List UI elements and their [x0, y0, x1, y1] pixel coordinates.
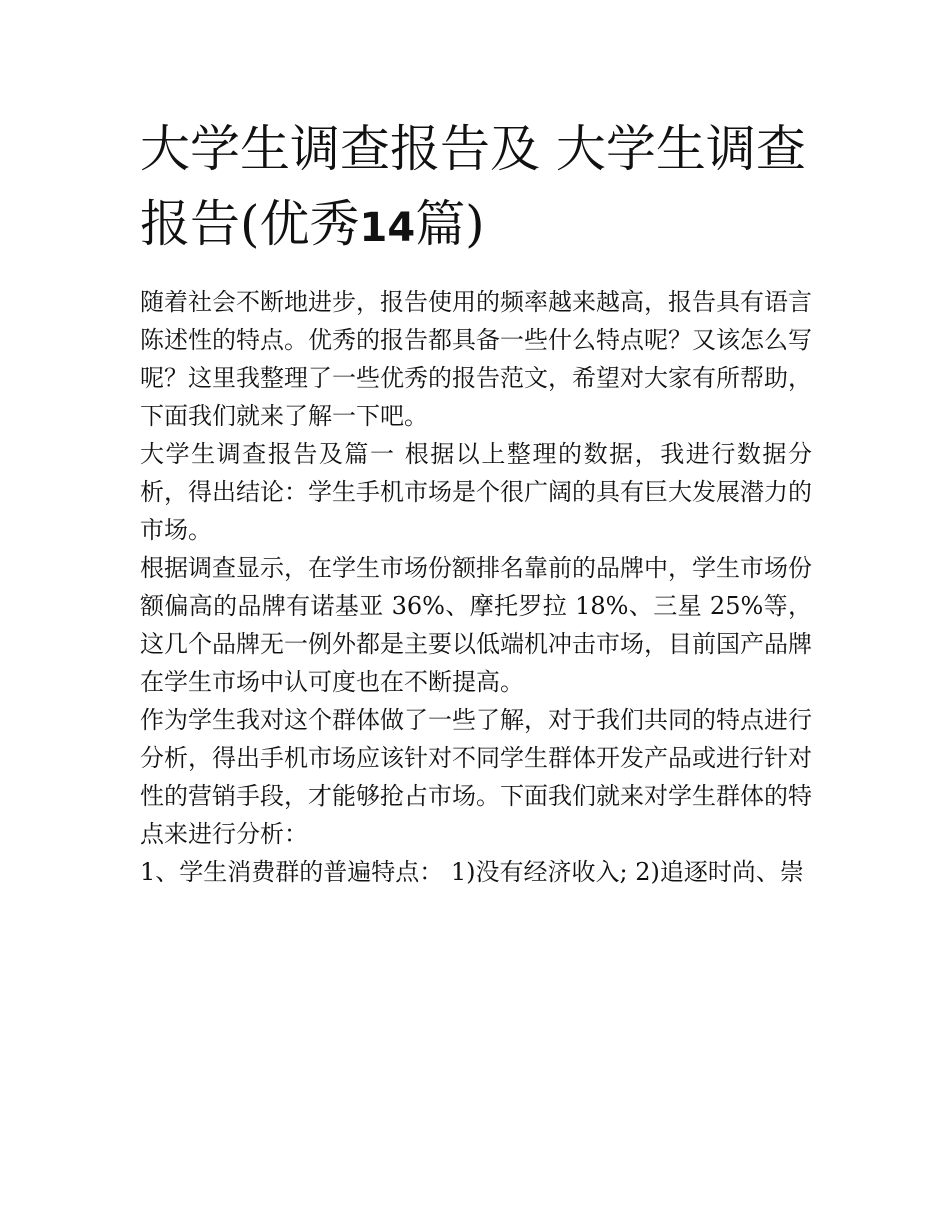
- title-text-part1: 大学生调查报告及 大学生调查报告(优秀: [140, 120, 806, 253]
- title-text-part2: 篇): [415, 195, 485, 253]
- analysis-paragraph: 作为学生我对这个群体做了一些了解，对于我们共同的特点进行分析，得出手机市场应该针对不同学生群体开发产品或进行针对性的营销手段，才能够抢占市场。下面我们就来对学生群体的特点来进行分析：: [140, 706, 812, 848]
- market-share-paragraph: 根据调查显示，在学生市场份额排名靠前的品牌中，学生市场份额偏高的品牌有诺基亚 36%、摩托罗拉 18%、三星 25%等，这几个品牌无一例外都是主要以低端机冲击市场，目前国产品牌在学生市场中认可度也在不断提高。: [140, 554, 812, 696]
- intro-paragraph: 随着社会不断地进步，报告使用的频率越来越高，报告具有语言陈述性的特点。优秀的报告都具备一些什么特点呢？又该怎么写呢？这里我整理了一些优秀的报告范文，希望对大家有所帮助，下面我们就来了解一下吧。: [140, 288, 812, 430]
- title-number: 14: [359, 205, 416, 251]
- document-body: [140, 283, 812, 891]
- student-traits-paragraph: 1、学生消费群的普遍特点： 1)没有经济收入; 2)追逐时尚、崇: [140, 858, 804, 886]
- section-one-paragraph: 大学生调查报告及篇一 根据以上整理的数据，我进行数据分析，得出结论：学生手机市场是个很广阔的具有巨大发展潜力的市场。: [140, 440, 812, 544]
- document-title: [140, 112, 820, 266]
